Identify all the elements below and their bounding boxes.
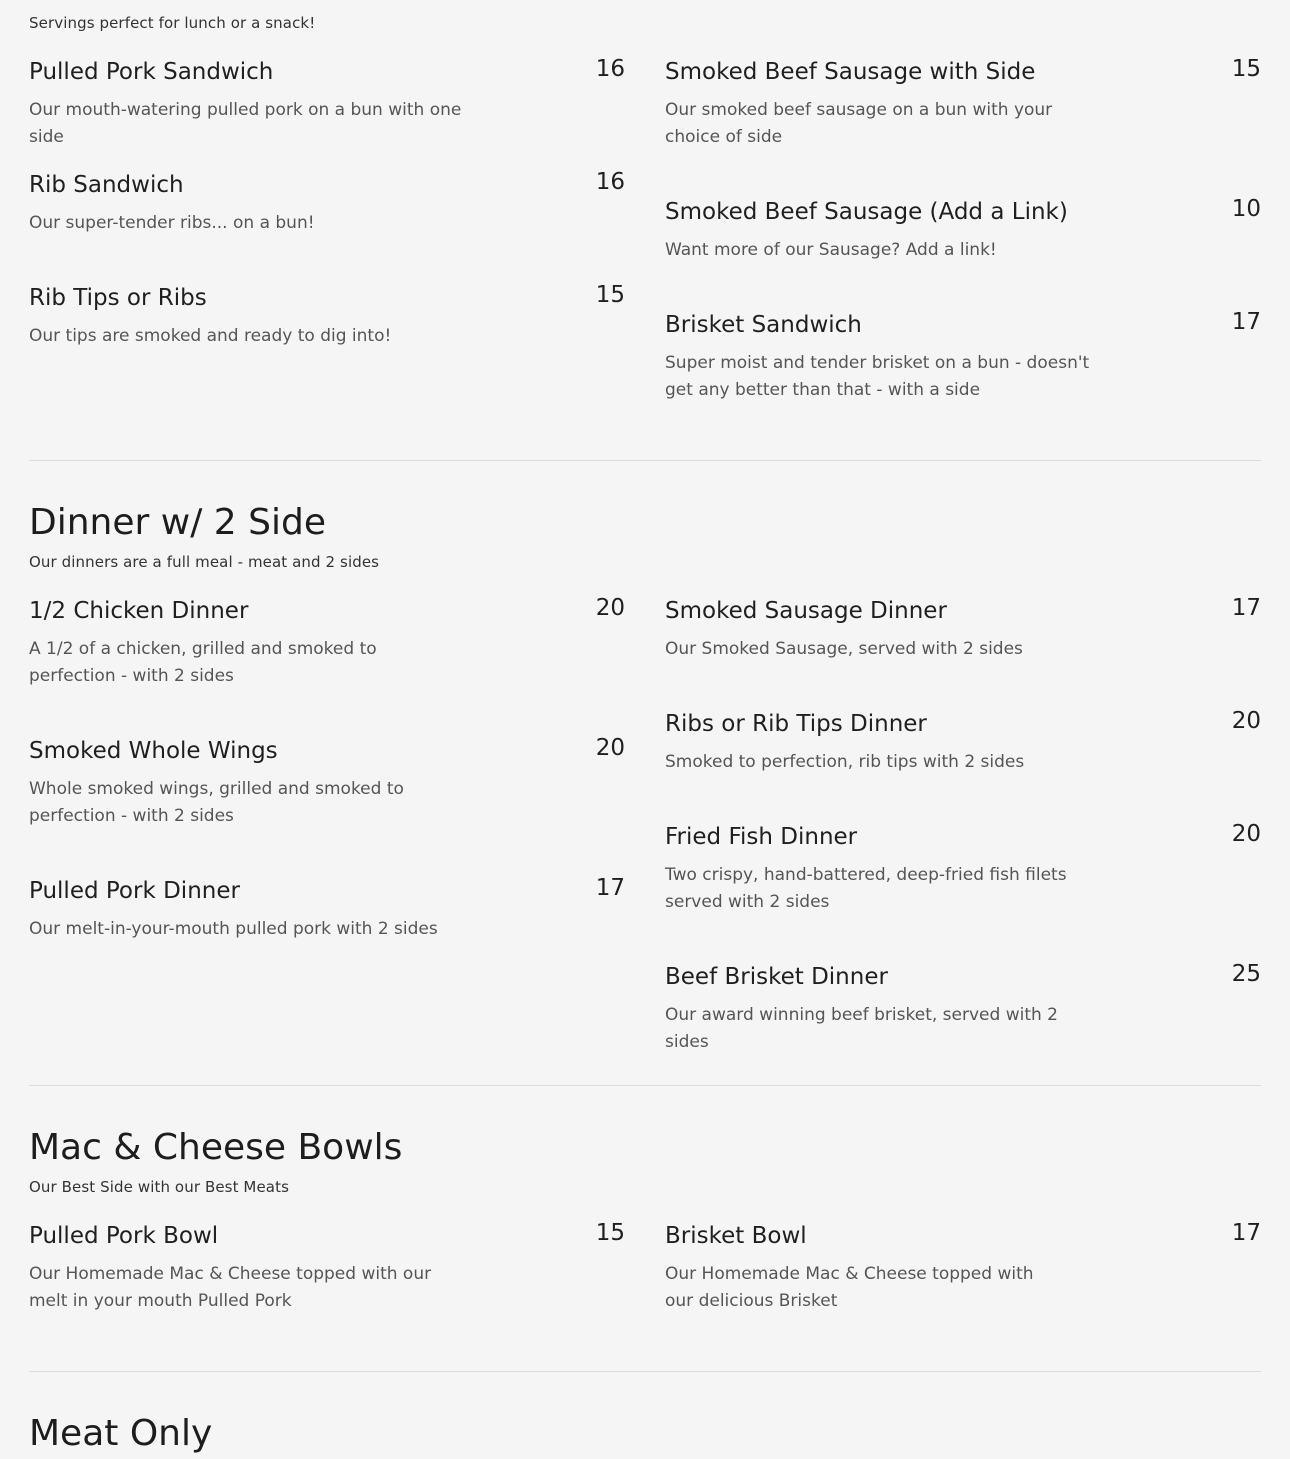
section-subtitle: Our dinners are a full meal - meat and 2 sides <box>29 553 380 571</box>
item-description: Want more of our Sausage? Add a link! <box>665 240 997 260</box>
section-divider <box>29 1085 1261 1086</box>
item-name: Pulled Pork Bowl <box>29 1223 219 1249</box>
item-name: Rib Tips or Ribs <box>29 285 207 311</box>
item-price: 16 <box>595 56 625 82</box>
item-description: Our Smoked Sausage, served with 2 sides <box>665 639 1023 659</box>
item-description: Our super-tender ribs... on a bun! <box>29 213 315 233</box>
item-name: Rib Sandwich <box>29 172 184 198</box>
item-name: Smoked Whole Wings <box>29 738 278 764</box>
item-price: 17 <box>1231 1220 1261 1246</box>
item-price: 10 <box>1231 196 1261 222</box>
item-price: 15 <box>1231 56 1261 82</box>
item-description: Our award winning beef brisket, served with 2 sides <box>665 1005 1058 1052</box>
item-description: Our smoked beef sausage on a bun with your choice of side <box>665 100 1053 147</box>
item-name: Fried Fish Dinner <box>665 824 858 850</box>
item-name: Brisket Bowl <box>665 1223 807 1249</box>
item-price: 17 <box>595 875 625 901</box>
item-description: Super moist and tender brisket on a bun - doesn't get any better than that - with a side <box>665 353 1090 400</box>
item-name: 1/2 Chicken Dinner <box>29 598 249 624</box>
section-divider <box>29 1371 1261 1372</box>
item-description: Whole smoked wings, grilled and smoked to perfection - with 2 sides <box>29 779 404 826</box>
section-subtitle: Servings perfect for lunch or a snack! <box>29 14 316 32</box>
item-name: Pulled Pork Dinner <box>29 878 240 904</box>
item-name: Beef Brisket Dinner <box>665 964 888 990</box>
section-subtitle: Our Best Side with our Best Meats <box>29 1178 289 1196</box>
item-name: Ribs or Rib Tips Dinner <box>665 711 927 737</box>
item-price: 20 <box>595 595 625 621</box>
item-price: 16 <box>595 169 625 195</box>
item-name: Smoked Sausage Dinner <box>665 598 947 624</box>
item-description: Smoked to perfection, rib tips with 2 sides <box>665 752 1025 772</box>
item-description: Two crispy, hand-battered, deep-fried fish filets served with 2 sides <box>665 865 1067 912</box>
item-description: Our Homemade Mac & Cheese topped with our delicious Brisket <box>665 1264 1034 1311</box>
item-description: Our mouth-watering pulled pork on a bun with one side <box>29 100 462 147</box>
item-price: 20 <box>595 735 625 761</box>
section-title: Mac & Cheese Bowls <box>29 1127 403 1168</box>
section-title: Meat Only <box>29 1413 213 1454</box>
item-description: A 1/2 of a chicken, grilled and smoked to perfection - with 2 sides <box>29 639 377 686</box>
section-divider <box>29 460 1261 461</box>
item-price: 17 <box>1231 309 1261 335</box>
item-price: 15 <box>595 282 625 308</box>
item-name: Smoked Beef Sausage with Side <box>665 59 1036 85</box>
section-title: Dinner w/ 2 Side <box>29 502 326 543</box>
item-price: 20 <box>1231 708 1261 734</box>
item-name: Brisket Sandwich <box>665 312 862 338</box>
item-name: Pulled Pork Sandwich <box>29 59 274 85</box>
item-price: 15 <box>595 1220 625 1246</box>
item-description: Our Homemade Mac & Cheese topped with our melt in your mouth Pulled Pork <box>29 1264 432 1311</box>
item-price: 17 <box>1231 595 1261 621</box>
item-price: 25 <box>1231 961 1261 987</box>
item-description: Our melt-in-your-mouth pulled pork with 2 sides <box>29 919 438 939</box>
item-description: Our tips are smoked and ready to dig into! <box>29 326 392 346</box>
item-name: Smoked Beef Sausage (Add a Link) <box>665 199 1068 225</box>
item-price: 20 <box>1231 821 1261 847</box>
